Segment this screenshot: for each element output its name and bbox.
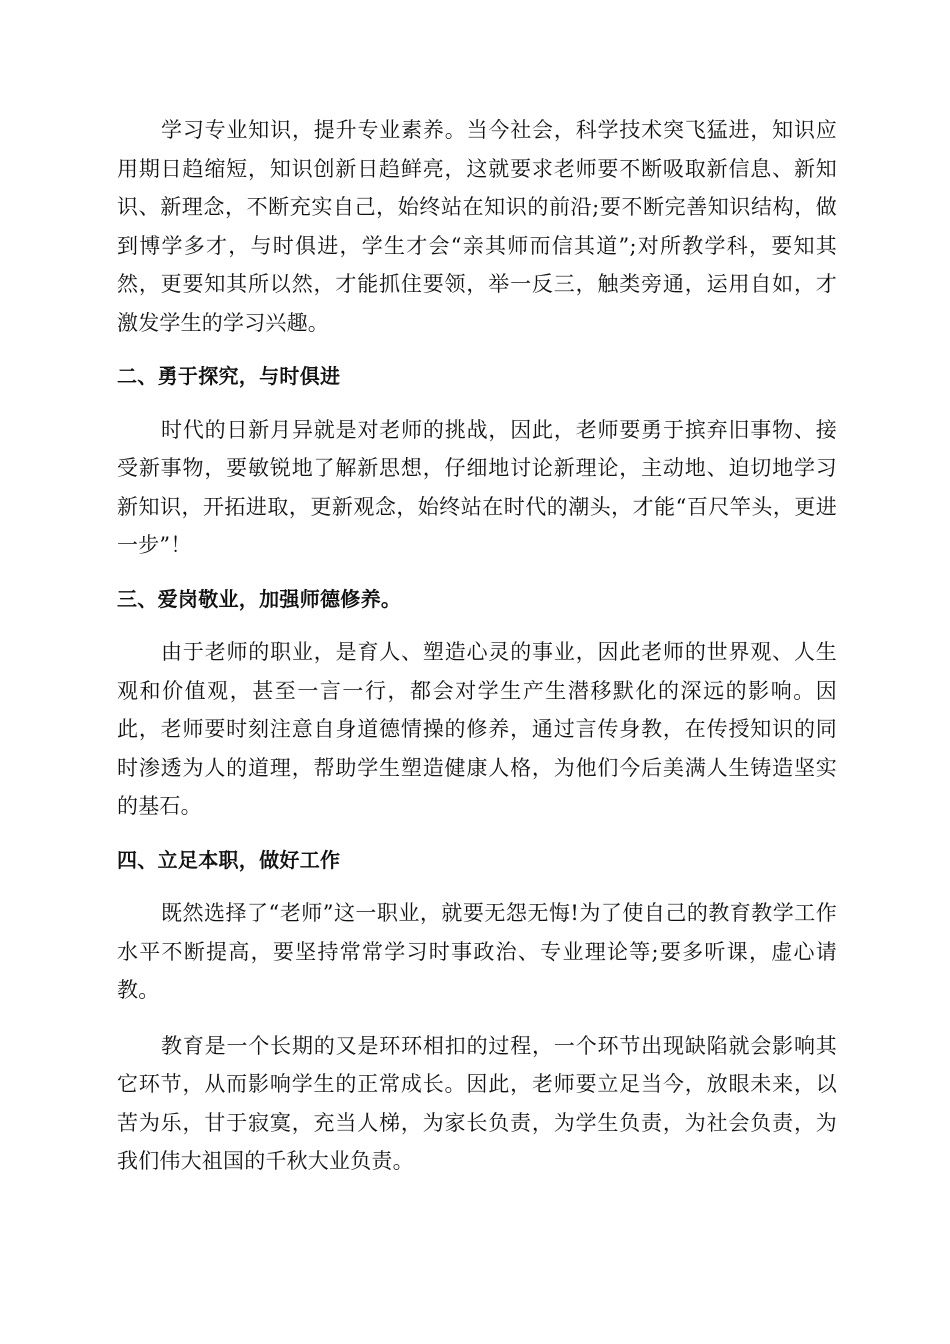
paragraph-work: 既然选择了“老师”这一职业，就要无怨无悔!为了使自己的教育教学工作水平不断提高，要坚持常常学习时事政治、专业理论等;要多听课，虚心请教。 — [117, 901, 837, 1002]
section-heading-dedication: 三、爱岗敬业，加强师德修养。 — [117, 586, 402, 611]
section-heading-explore: 二、勇于探究，与时俱进 — [117, 364, 341, 388]
document-body — [117, 111, 837, 1181]
paragraph-education-process: 教育是一个长期的又是环环相扣的过程，一个环节出现缺陷就会影响其它环节，从而影响学生的正常成长。因此，老师要立足当今，放眼未来，以苦为乐，甘于寂寞，充当人梯，为家长负责，为学生负责，为社会负责，为我们伟大祖国的千秋大业负责。 — [117, 1033, 837, 1173]
section-heading-work: 四、立足本职，做好工作 — [117, 847, 341, 872]
paragraph-professional-knowledge: 学习专业知识，提升专业素养。当今社会，科学技术突飞猛进，知识应用期日趋缩短，知识创新日趋鲜亮，这就要求老师要不断吸取新信息、新知识、新理念，不断充实自己，始终站在知识的前沿;要不断完善知识结构，做到博学多才，与时俱进，学生才会“亲其师而信其道”;对所教学科，要知其然，更要知其所以然，才能抓住要领，举一反三，触类旁通，运用自如，才激发学生的学习兴趣。 — [117, 118, 837, 335]
paragraph-dedication: 由于老师的职业，是育人、塑造心灵的事业，因此老师的世界观、人生观和价值观，甚至一言一行，都会对学生产生潜移默化的深远的影响。因此，老师要时刻注意自身道德情操的修养，通过言传身教，在传授知识的同时渗透为人的道理，帮助学生塑造健康人格，为他们今后美满人生铸造坚实的基石。 — [117, 640, 837, 818]
paragraph-explore: 时代的日新月异就是对老师的挑战，因此，老师要勇于摈弃旧事物、接受新事物，要敏锐地了解新思想，仔细地讨论新理论，主动地、迫切地学习新知识，开拓进取，更新观念，始终站在时代的潮头，才能“百尺竿头，更进一步”！ — [117, 417, 837, 557]
